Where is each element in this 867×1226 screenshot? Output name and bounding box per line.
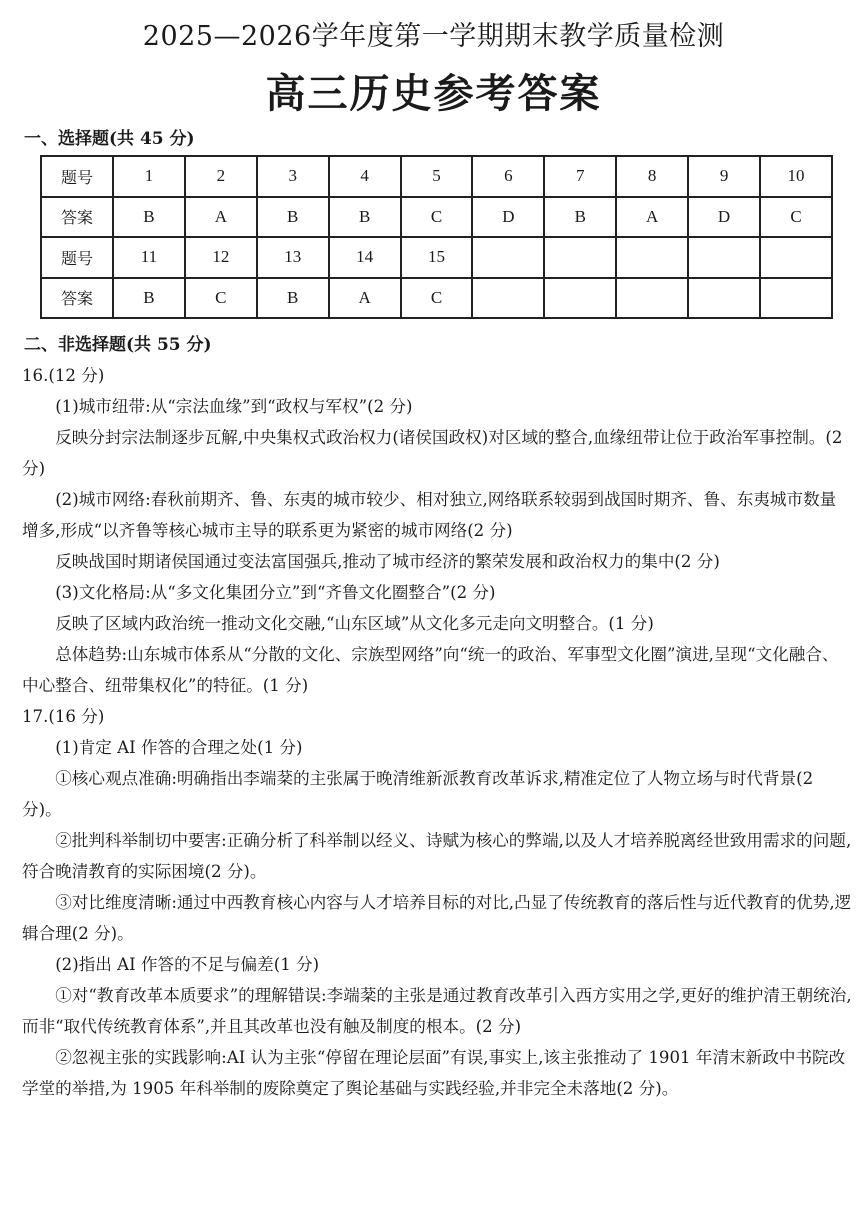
table-cell: B bbox=[544, 197, 616, 238]
table-cell: 4 bbox=[329, 156, 401, 197]
table-cell: A bbox=[329, 278, 401, 319]
exam-title: 2025—2026学年度第一学期期末教学质量检测 bbox=[142, 21, 725, 52]
table-cell: D bbox=[688, 197, 760, 238]
row-label: 题号 bbox=[41, 237, 113, 278]
table-cell: 8 bbox=[616, 156, 688, 197]
table-cell: 3 bbox=[257, 156, 329, 197]
table-cell: B bbox=[257, 197, 329, 238]
q16-part1-answer: 反映分封宗法制逐步瓦解,中央集权式政治权力(诸侯国政权)对区域的整合,血缘纽带让位于政治军事控制。(2 分) bbox=[22, 428, 843, 478]
table-cell: 11 bbox=[113, 237, 185, 278]
table-cell: B bbox=[113, 197, 185, 238]
table-cell bbox=[472, 278, 544, 319]
table-cell bbox=[472, 237, 544, 278]
table-cell: C bbox=[401, 197, 473, 238]
q16-part3-answer: 反映了区域内政治统一推动文化交融,“山东区域”从文化多元走向文明整合。(1 分) bbox=[55, 614, 654, 633]
table-cell: C bbox=[185, 278, 257, 319]
table-cell: C bbox=[760, 197, 832, 238]
table-cell: 13 bbox=[257, 237, 329, 278]
table-cell: 10 bbox=[760, 156, 832, 197]
table-cell: 15 bbox=[401, 237, 473, 278]
row-label: 答案 bbox=[41, 278, 113, 319]
table-cell: 2 bbox=[185, 156, 257, 197]
table-cell: A bbox=[185, 197, 257, 238]
table-cell: A bbox=[616, 197, 688, 238]
table-cell: 7 bbox=[544, 156, 616, 197]
q17-point4: ①对“教育改革本质要求”的理解错误:李端棻的主张是通过教育改革引入西方实用之学,更好的维护清王朝统治,而非“取代传统教育体系”,并且其改革也没有触及制度的根本。(2 分) bbox=[22, 986, 852, 1036]
q16-overall-trend: 总体趋势:山东城市体系从“分散的文化、宗族型网络”向“统一的政治、军事型文化圈”演进,呈现“文化融合、中心整合、纽带集权化”的特征。(1 分) bbox=[22, 645, 839, 695]
table-cell bbox=[544, 237, 616, 278]
row-label: 答案 bbox=[41, 197, 113, 238]
table-cell bbox=[616, 237, 688, 278]
table-cell: 1 bbox=[113, 156, 185, 197]
table-cell: 9 bbox=[688, 156, 760, 197]
table-cell: C bbox=[401, 278, 473, 319]
q17-point5: ②忽视主张的实践影响:AI 认为主张“停留在理论层面”有误,事实上,该主张推动了 1901 年清末新政中书院改学堂的举措,为 1905 年科举制的废除奠定了舆论基础与实践经验,并非完全未落地(2 分)。 bbox=[22, 1048, 846, 1098]
q16-part2-title: (2)城市网络:春秋前期齐、鲁、东夷的城市较少、相对独立,网络联系较弱到战国时期齐、鲁、东夷城市数量增多,形成“以齐鲁等核心城市主导的联系更为紧密的城市网络(2 分) bbox=[22, 490, 837, 540]
table-cell: 12 bbox=[185, 237, 257, 278]
table-cell: B bbox=[113, 278, 185, 319]
document-title: 高三历史参考答案 bbox=[265, 70, 602, 117]
table-cell: B bbox=[257, 278, 329, 319]
table-cell: 6 bbox=[472, 156, 544, 197]
table-row bbox=[41, 197, 832, 238]
section2-heading: 二、非选择题(共 55 分) bbox=[24, 335, 212, 355]
row-label: 题号 bbox=[41, 156, 113, 197]
q16-part1-title: (1)城市纽带:从“宗法血缘”到“政权与军权”(2 分) bbox=[55, 397, 413, 416]
table-row bbox=[41, 278, 832, 319]
table-cell: B bbox=[329, 197, 401, 238]
table-cell: 5 bbox=[401, 156, 473, 197]
table-cell bbox=[616, 278, 688, 319]
table-cell bbox=[760, 278, 832, 319]
table-row bbox=[41, 237, 832, 278]
q17-point1: ①核心观点准确:明确指出李端棻的主张属于晚清维新派教育改革诉求,精准定位了人物立场与时代背景(2 分)。 bbox=[22, 769, 814, 819]
q17-point2: ②批判科举制切中要害:正确分析了科举制以经义、诗赋为核心的弊端,以及人才培养脱离经世致用需求的问题,符合晚清教育的实际困境(2 分)。 bbox=[22, 831, 852, 881]
answer-content bbox=[22, 360, 852, 1104]
q16-part2-answer: 反映战国时期诸侯国通过变法富国强兵,推动了城市经济的繁荣发展和政治权力的集中(2 分) bbox=[55, 552, 720, 571]
q16-part3-title: (3)文化格局:从“多文化集团分立”到“齐鲁文化圈整合”(2 分) bbox=[55, 583, 496, 602]
q17-part2-title: (2)指出 AI 作答的不足与偏差(1 分) bbox=[55, 955, 320, 974]
q17-point3: ③对比维度清晰:通过中西教育核心内容与人才培养目标的对比,凸显了传统教育的落后性与近代教育的优势,逻辑合理(2 分)。 bbox=[22, 893, 852, 943]
table-cell bbox=[544, 278, 616, 319]
q17-part1-title: (1)肯定 AI 作答的合理之处(1 分) bbox=[55, 738, 303, 757]
q17-number: 17.(16 分) bbox=[22, 707, 105, 726]
q16-number: 16.(12 分) bbox=[22, 366, 105, 385]
answer-table bbox=[40, 155, 833, 319]
table-cell: 14 bbox=[329, 237, 401, 278]
table-cell bbox=[688, 278, 760, 319]
table-cell: D bbox=[472, 197, 544, 238]
section1-heading: 一、选择题(共 45 分) bbox=[24, 129, 195, 149]
table-row bbox=[41, 156, 832, 197]
table-cell bbox=[760, 237, 832, 278]
table-cell bbox=[688, 237, 760, 278]
